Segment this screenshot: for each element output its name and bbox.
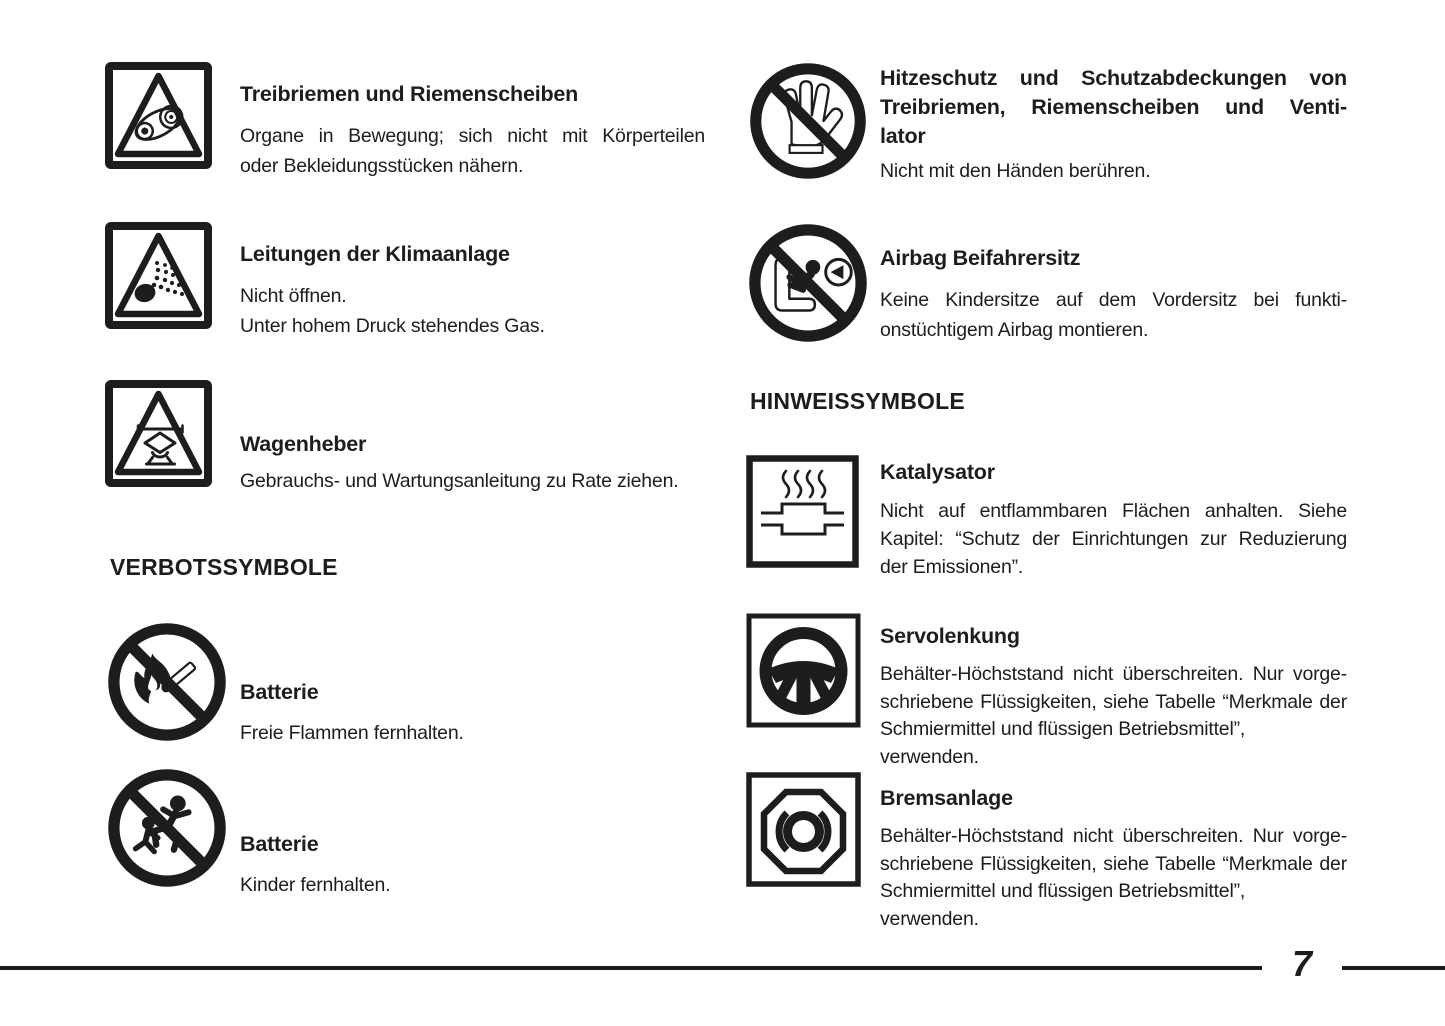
note-text-line: Nicht auf entflammbaren Flächen anhalten. Siehe xyxy=(880,500,1347,522)
note-text-line: Schmiermittel und flüssigen Betriebsmittel”, verwenden. xyxy=(880,880,1246,930)
warning-text-line: Nicht mit den Händen berühren. xyxy=(880,160,1151,182)
note-text-line: schriebene Flüssigkeiten, siehe Tabelle “Merkmale der xyxy=(880,690,1347,713)
warning-text-line: Unter hohem Druck stehendes Gas. xyxy=(240,315,545,337)
catalytic-converter-note-icon xyxy=(746,455,859,568)
note-text-line: Behälter-Höchststand nicht überschreiten. Nur vorge- xyxy=(880,825,1347,847)
warning-text-line: Kinder fernhalten. xyxy=(240,874,391,896)
warning-title-line: Treibriemen, Riemenscheiben und Venti- xyxy=(880,95,1347,119)
power-steering-note-icon xyxy=(746,613,861,728)
warning-text-line: Gebrauchs- und Wartungsanleitung zu Rate ziehen. xyxy=(240,470,679,492)
warning-title-batterie-kinder: Batterie xyxy=(240,832,319,856)
warning-title-klimaanlage: Leitungen der Klimaanlage xyxy=(240,242,510,266)
brake-system-note-icon xyxy=(746,772,861,887)
warning-text-line: Organe in Bewegung; sich nicht mit Körperteilen xyxy=(240,125,705,147)
warning-title-airbag: Airbag Beifahrersitz xyxy=(880,246,1081,270)
note-text-line: schriebene Flüssigkeiten, siehe Tabelle “Merkmale der xyxy=(880,852,1347,875)
no-touch-hand-prohibition-icon xyxy=(749,62,867,180)
no-children-prohibition-icon xyxy=(107,768,227,888)
no-child-seat-airbag-prohibition-icon xyxy=(748,223,868,343)
note-title-servolenkung: Servolenkung xyxy=(880,624,1020,648)
car-jack-warning-icon xyxy=(105,380,212,487)
warning-title-batterie-flammen: Batterie xyxy=(240,680,319,704)
warning-title-line: Hitzeschutz und Schutzabdeckungen von xyxy=(880,66,1347,90)
note-text-line: Kapitel: “Schutz der Einrichtungen zur Reduzierung xyxy=(880,528,1347,550)
section-header-hinweissymbole: HINWEISSYMBOLE xyxy=(750,388,965,414)
warning-text-line: onstüchtigem Airbag montieren. xyxy=(880,319,1149,341)
no-open-flame-prohibition-icon xyxy=(107,622,227,742)
warning-title-wagenheber: Wagenheber xyxy=(240,432,367,456)
refrigerant-spray-warning-icon xyxy=(105,222,212,329)
footer-rule-left xyxy=(0,966,1262,970)
note-text-line: Behälter-Höchststand nicht überschreiten. Nur vorge- xyxy=(880,663,1347,685)
warning-text-line: Freie Flammen fernhalten. xyxy=(240,722,464,744)
footer-rule-right xyxy=(1342,966,1445,970)
warning-title-treibriemen: Treibriemen und Riemenscheiben xyxy=(240,82,579,106)
belt-pulley-warning-icon xyxy=(105,62,212,169)
note-title-katalysator: Katalysator xyxy=(880,460,995,484)
page-number: 7 xyxy=(1291,943,1313,984)
note-text-line: der Emissionen”. xyxy=(880,556,1024,578)
note-title-bremsanlage: Bremsanlage xyxy=(880,786,1013,810)
warning-text-line: Nicht öffnen. xyxy=(240,285,347,307)
warning-text-line: oder Bekleidungsstücken nähern. xyxy=(240,155,524,177)
section-header-verbotssymbole: VERBOTSSYMBOLE xyxy=(110,554,338,580)
warning-text-line: Keine Kindersitze auf dem Vordersitz bei funkti- xyxy=(880,289,1347,311)
note-text-line: Schmiermittel und flüssigen Betriebsmittel”, verwenden. xyxy=(880,718,1246,768)
warning-title-line: lator xyxy=(880,124,926,148)
